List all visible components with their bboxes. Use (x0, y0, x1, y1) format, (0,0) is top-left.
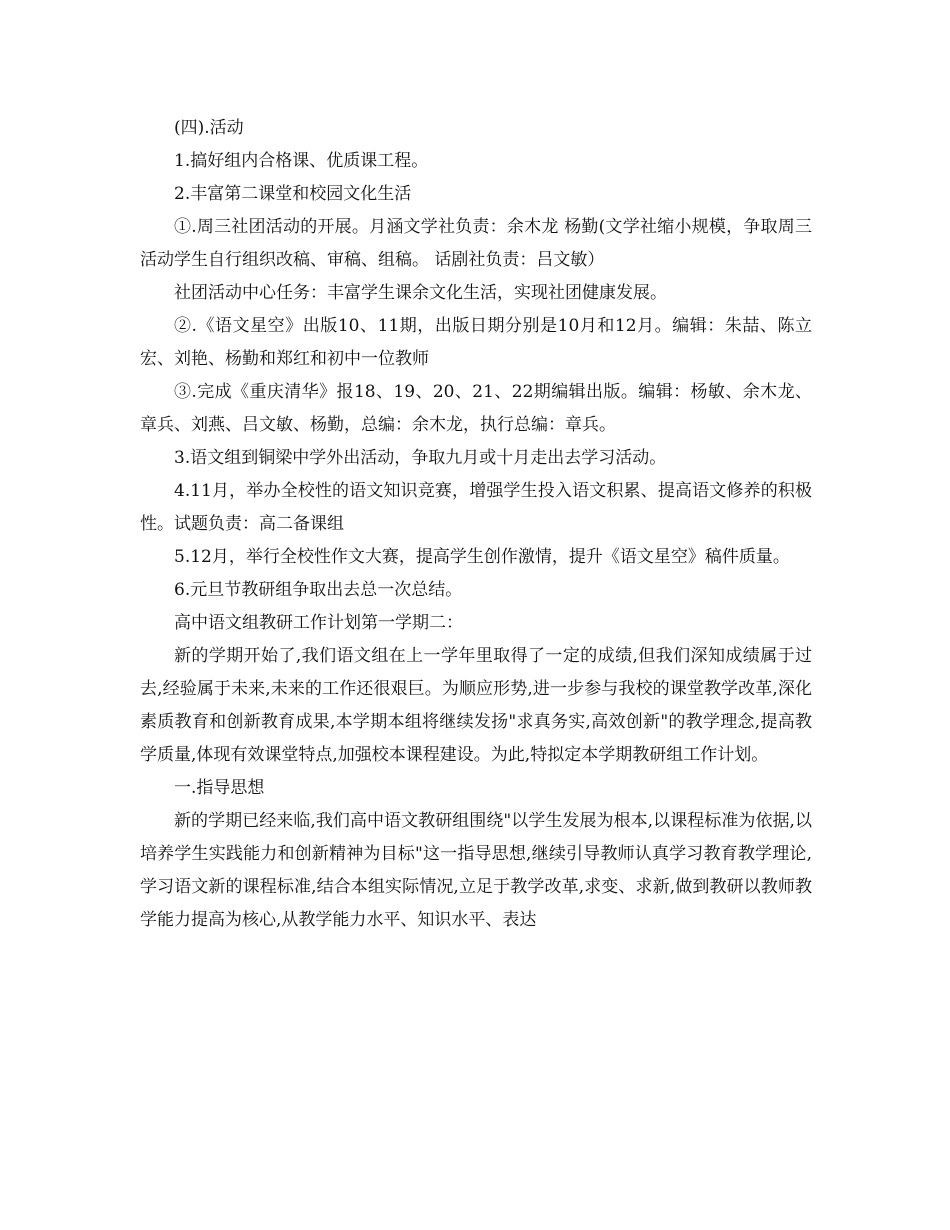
plan-subtitle: 高中语文组教研工作计划第一学期二： (174, 613, 463, 633)
club-task-paragraph: 社团活动中心任务：丰富学生课余文化生活，实现社团健康发展。 (174, 283, 667, 303)
intro-paragraph: 新的学期开始了,我们语文组在上一学年里取得了一定的成绩,但我们深知成绩属于过去,经验属于未来,未来的工作还很艰巨。为顺应形势,进一步参与我校的课堂教学改革,深化素质教育和创新教育成果,本学期本组将继续发扬"求真务实,高效创新"的教学理念,提高教学质量,体现有效课堂特点,加强校本课程建设。为此,特拟定本学期教研组工作计划。 (140, 646, 812, 765)
list-item-1: 1.搞好组内合格课、优质课工程。 (174, 151, 429, 171)
sub-item-club-activities: ①.周三社团活动的开展。月涵文学社负责：余木龙 杨勤(文学社缩小规模，争取周三活动学生自行组织改稿、审稿、组稿。 话剧社负责：吕文敏） (140, 217, 812, 270)
list-item-6: 6.元旦节教研组争取出去总一次总结。 (174, 580, 463, 600)
section-heading-activities: (四).活动 (174, 118, 244, 138)
document-body (140, 112, 812, 937)
guiding-thought-paragraph: 新的学期已经来临,我们高中语文教研组围绕"以学生发展为根本,以课程标准为依据,以培养学生实践能力和创新精神为目标"这一指导思想,继续引导教师认真学习教育教学理论,学习语文新的课程标准,结合本组实际情况,立足于教学改革,求变、求新,做到教研以教师教学能力提高为核心,从教学能力水平、知识水平、表达 (140, 811, 812, 930)
list-item-5: 5.12月，举行全校性作文大赛，提高学生创作激情，提升《语文星空》稿件质量。 (174, 547, 790, 567)
sub-item-yuwen-xingkong: ②.《语文星空》出版10、11期，出版日期分别是10月和12月。编辑：朱喆、陈立宏、刘艳、杨勤和郑红和初中一位教师 (140, 316, 812, 369)
list-item-4: 4.11月，举办全校性的语文知识竞赛，增强学生投入语文积累、提高语文修养的积极性。试题负责：高二备课组 (140, 481, 812, 534)
list-item-3: 3.语文组到铜梁中学外出活动，争取九月或十月走出去学习活动。 (174, 448, 667, 468)
sub-item-chongqing-qinghua: ③.完成《重庆清华》报18、19、20、21、22期编辑出版。编辑：杨敏、余木龙、章兵、刘燕、吕文敏、杨勤，总编：余木龙，执行总编：章兵。 (140, 382, 812, 435)
list-item-2: 2.丰富第二课堂和校园文化生活 (174, 184, 412, 204)
section-heading-guiding-thought: 一.指导思想 (174, 778, 265, 798)
